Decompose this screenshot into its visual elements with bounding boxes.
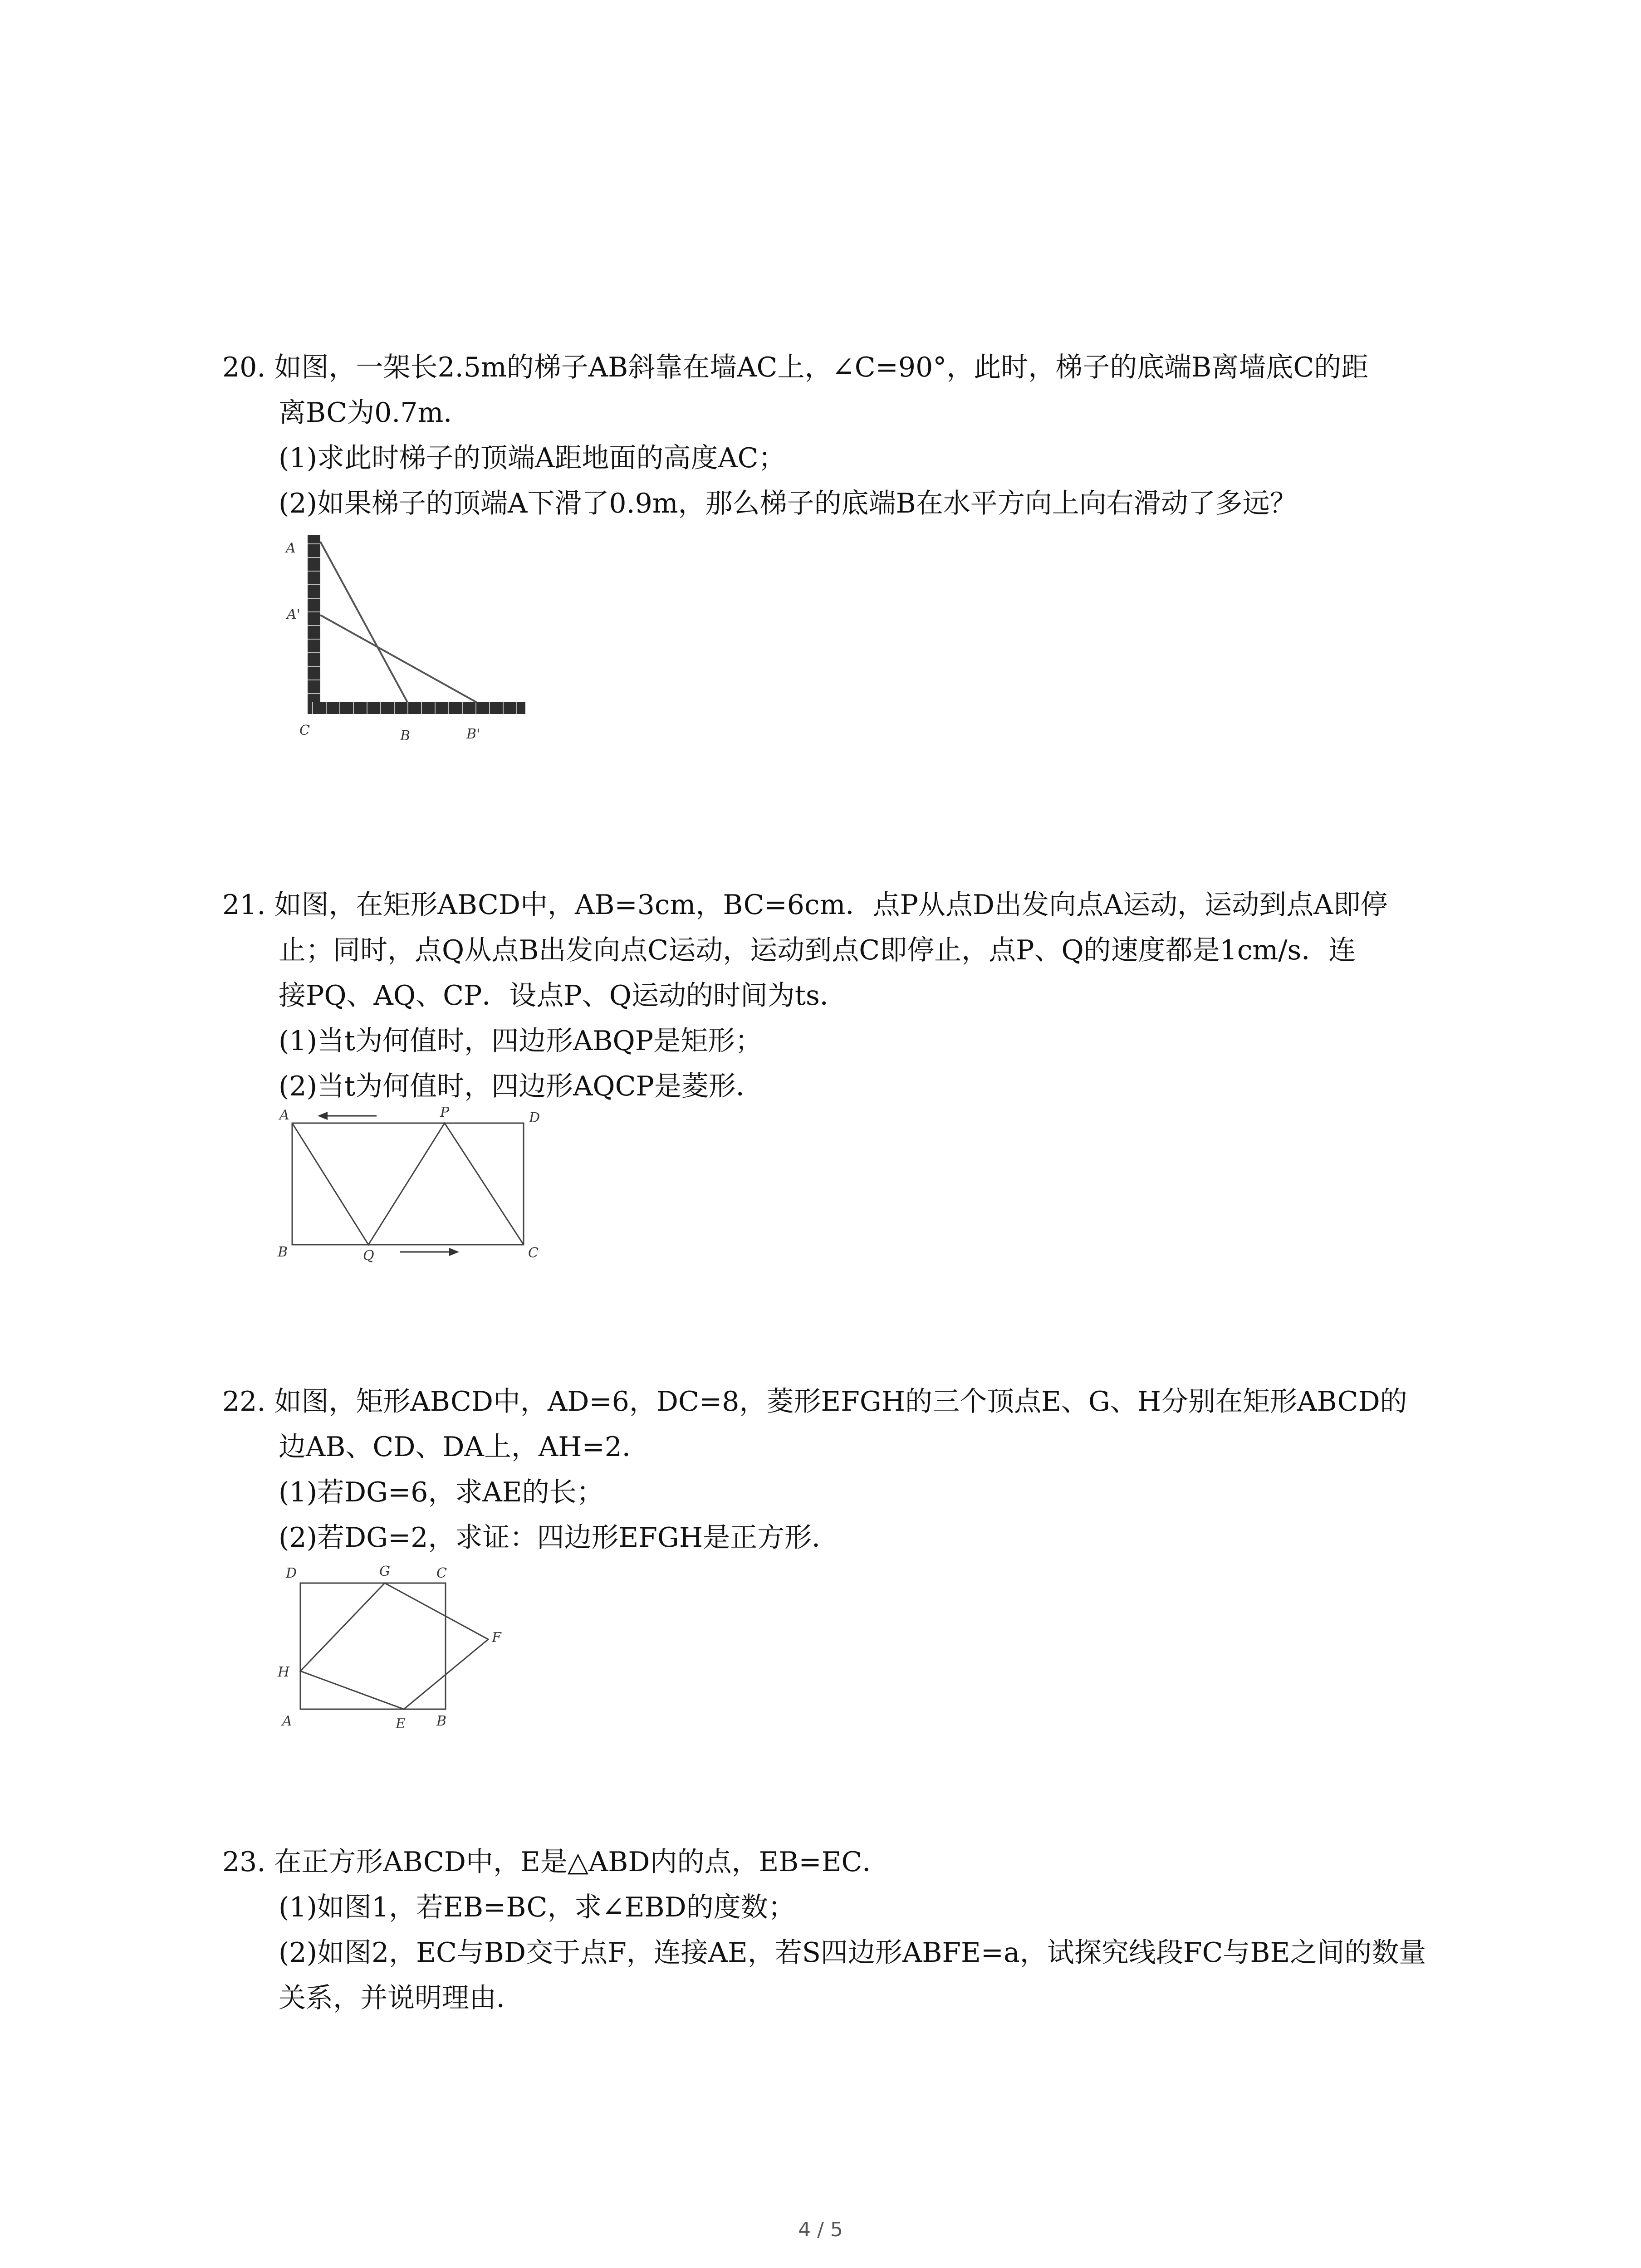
label-e: E bbox=[396, 1716, 406, 1732]
label-a: A bbox=[279, 1107, 289, 1123]
label-b: B bbox=[436, 1713, 447, 1729]
page-number: 4 / 5 bbox=[798, 2218, 843, 2241]
label-a: A bbox=[282, 1713, 292, 1729]
problem-20-line-2: 离BC为0.7m． bbox=[279, 397, 471, 429]
label-c: C bbox=[436, 1565, 447, 1581]
label-d: D bbox=[529, 1110, 540, 1126]
problem-21-figure bbox=[272, 1098, 554, 1264]
arrow-p-head bbox=[318, 1112, 328, 1120]
label-c: C bbox=[528, 1245, 539, 1261]
problem-20-line-1: 20. 如图，一架长2.5m的梯子AB斜靠在墙AC上，∠C=90°，此时，梯子的底端B离墙底C的距 bbox=[222, 352, 1369, 383]
rhombus-efgh bbox=[300, 1583, 488, 1709]
problem-20-line-4: (2)如果梯子的顶端A下滑了0.9m，那么梯子的底端B在水平方向上向右滑动了多远？ bbox=[279, 488, 1297, 519]
label-c: C bbox=[299, 723, 310, 738]
rectangle-abcd bbox=[292, 1123, 524, 1245]
problem-22-line-1: 22. 如图，矩形ABCD中，AD=6，DC=8，菱形EFGH的三个顶点E、G、H分别在矩形ABCD的 bbox=[222, 1386, 1407, 1418]
problem-21-line-4: (1)当t为何值时，四边形ABQP是矩形； bbox=[279, 1025, 763, 1057]
label-b: B bbox=[400, 728, 411, 744]
problem-23-line-1: 23. 在正方形ABCD中，E是△ABD内的点，EB=EC． bbox=[222, 1846, 890, 1878]
label-h: H bbox=[278, 1664, 290, 1680]
problem-23-line-2: (1)如图1，若EB=BC，求∠EBD的度数； bbox=[279, 1892, 795, 1923]
problem-23-line-4: 关系，并说明理由． bbox=[279, 1982, 524, 2014]
label-b: B bbox=[278, 1244, 288, 1260]
problem-21-line-3: 接PQ、AQ、CP．设点P、Q运动的时间为ts． bbox=[279, 980, 847, 1012]
problem-21-line-5: (2)当t为何值时，四边形AQCP是菱形． bbox=[279, 1070, 763, 1102]
problem-22-figure bbox=[272, 1560, 526, 1737]
problem-21-line-2: 止；同时，点Q从点B出发向点C运动，运动到点C即停止，点P、Q的速度都是1cm/s．连 bbox=[279, 934, 1356, 966]
label-q: Q bbox=[363, 1248, 374, 1264]
zigzag-aqpc bbox=[292, 1123, 524, 1245]
problem-22-line-3: (1)若DG=6，求AE的长； bbox=[279, 1476, 604, 1508]
rectangle-abcd bbox=[300, 1583, 446, 1709]
problem-21-line-1: 21. 如图，在矩形ABCD中，AB=3cm，BC=6cm．点P从点D出发向点A运动，运动到点A即停 bbox=[222, 889, 1388, 921]
problem-20-line-3: (1)求此时梯子的顶端A距地面的高度AC； bbox=[279, 442, 786, 474]
label-a-prime: A' bbox=[287, 606, 300, 622]
label-d: D bbox=[286, 1565, 297, 1581]
problem-22-line-2: 边AB、CD、DA上，AH=2． bbox=[279, 1431, 649, 1463]
wall bbox=[308, 535, 320, 713]
label-b-prime: B' bbox=[466, 726, 480, 742]
label-a: A bbox=[286, 540, 296, 556]
problem-23-line-3: (2)如图2，EC与BD交于点F，连接AE，若S四边形ABFE=a，试探究线段FC与BE之间的数量 bbox=[279, 1937, 1426, 1969]
problem-22-line-4: (2)若DG=2，求证：四边形EFGH是正方形． bbox=[279, 1522, 839, 1554]
label-p: P bbox=[440, 1105, 450, 1120]
label-f: F bbox=[492, 1630, 501, 1646]
label-g: G bbox=[379, 1564, 390, 1579]
ground bbox=[308, 702, 525, 714]
ladder-a-prime-b-prime bbox=[320, 615, 476, 702]
arrow-q-head bbox=[449, 1248, 459, 1256]
problem-20-figure bbox=[272, 531, 535, 758]
